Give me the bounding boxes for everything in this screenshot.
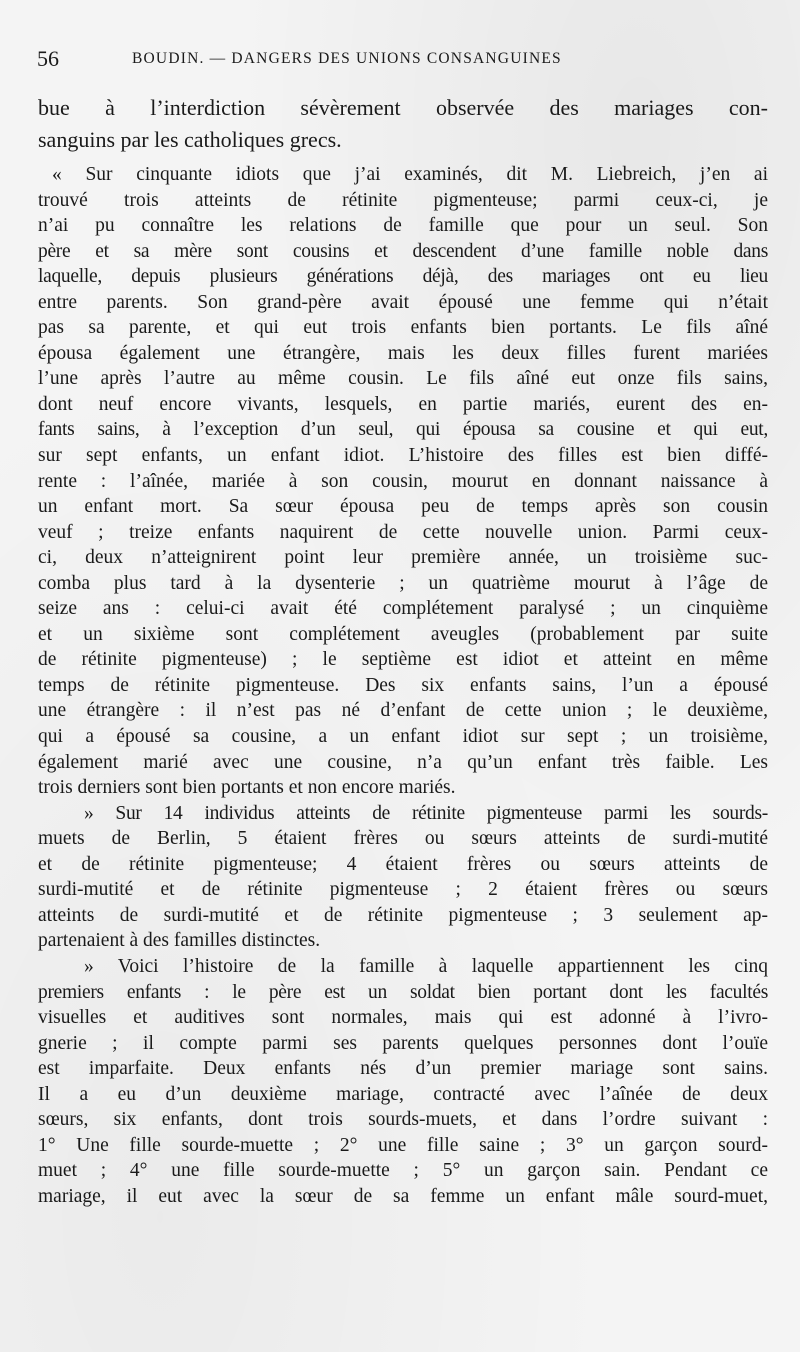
text-line: sur sept enfants, un enfant idiot. L’histoire des filles est bien diffé-: [38, 445, 768, 467]
text-line: et de rétinite pigmenteuse; 4 étaient frères ou sœurs atteints de: [38, 853, 768, 875]
text-line: père et sa mère sont cousins et descendent d’une famille noble dans: [38, 240, 768, 262]
text-line: de rétinite pigmenteuse) ; le septième est idiot et atteint en même: [38, 649, 768, 671]
page-number: 56: [37, 46, 59, 71]
text-line: trouvé trois atteints de rétinite pigmenteuse; parmi ceux-ci, je: [38, 189, 768, 211]
text-line: « Sur cinquante idiots que j’ai examinés, dit M. Liebreich, j’en ai: [52, 164, 768, 185]
text-line: partenaient à des familles distinctes.: [38, 930, 321, 952]
text-line: 1° Une fille sourde-muette ; 2° une fille saine ; 3° un garçon sourd-: [38, 1134, 768, 1156]
text-line: veuf ; treize enfants naquirent de cette nouvelle union. Parmi ceux-: [38, 521, 768, 543]
text-line: dont neuf encore vivants, lesquels, en partie mariés, eurent des en-: [38, 393, 768, 415]
text-line: sanguins par les catholiques grecs.: [38, 127, 342, 152]
text-line: laquelle, depuis plusieurs générations déjà, des mariages ont eu lieu: [38, 266, 768, 288]
text-line: également marié avec une cousine, n’a qu’un enfant très faible. Les: [38, 751, 768, 773]
text-line: et un sixième sont complétement aveugles (probablement par suite: [38, 623, 768, 645]
text-line: Il a eu d’un deuxième mariage, contracté avec l’aînée de deux: [38, 1083, 768, 1105]
text-line: » Sur 14 individus atteints de rétinite pigmenteuse parmi les sourds-: [84, 802, 768, 824]
text-line: est imparfaite. Deux enfants nés d’un premier mariage sont sains.: [38, 1058, 768, 1080]
body-text: [38, 92, 768, 1209]
page-header: [37, 46, 777, 76]
text-line: rente : l’aînée, mariée à son cousin, mourut en donnant naissance à: [38, 470, 768, 492]
running-head: BOUDIN. — DANGERS DES UNIONS CONSANGUINES: [132, 50, 562, 67]
text-line: un enfant mort. Sa sœur épousa peu de temps après son cousin: [38, 496, 768, 518]
text-line: n’ai pu connaître les relations de famille que pour un seul. Son: [38, 215, 768, 237]
text-line: entre parents. Son grand-père avait épousé une femme qui n’était: [38, 291, 768, 313]
text-line: comba plus tard à la dysenterie ; un quatrième mourut à l’âge de: [38, 572, 768, 594]
text-line: gnerie ; il compte parmi ses parents quelques personnes dont l’ouïe: [38, 1032, 768, 1054]
text-line: premiers enfants : le père est un soldat bien portant dont les facultés: [38, 981, 768, 1003]
text-line: mariage, il eut avec la sœur de sa femme un enfant mâle sourd-muet,: [38, 1185, 768, 1207]
text-line: temps de rétinite pigmenteuse. Des six enfants sains, l’un a épousé: [38, 674, 768, 696]
text-line: muets de Berlin, 5 étaient frères ou sœurs atteints de surdi-mutité: [38, 828, 768, 850]
text-line: fants sains, à l’exception d’un seul, qui épousa sa cousine et qui eut,: [38, 419, 768, 441]
text-line: muet ; 4° une fille sourde-muette ; 5° un garçon sain. Pendant ce: [38, 1160, 768, 1182]
text-line: sœurs, six enfants, dont trois sourds-muets, et dans l’ordre suivant :: [38, 1109, 768, 1131]
text-line: » Voici l’histoire de la famille à laquelle appartiennent les cinq: [84, 955, 768, 977]
text-line: visuelles et auditives sont normales, mais qui est adonné à l’ivro-: [38, 1007, 768, 1029]
text-line: l’une après l’autre au même cousin. Le fils aîné eut onze fils sains,: [38, 368, 768, 390]
text-line: bue à l’interdiction sévèrement observée des mariages con-: [38, 95, 768, 120]
text-line: épousa également une étrangère, mais les deux filles furent mariées: [38, 342, 768, 364]
text-line: pas sa parente, et qui eut trois enfants bien portants. Le fils aîné: [38, 317, 768, 339]
text-line: qui a épousé sa cousine, a un enfant idiot sur sept ; un troisième,: [38, 726, 768, 748]
text-line: trois derniers sont bien portants et non encore mariés.: [38, 777, 456, 799]
text-line: une étrangère : il n’est pas né d’enfant de cette union ; le deuxième,: [38, 700, 768, 722]
text-line: seize ans : celui-ci avait été complétement paralysé ; un cinquième: [38, 598, 768, 620]
text-line: atteints de surdi-mutité et de rétinite pigmenteuse ; 3 seulement ap-: [38, 904, 768, 926]
text-line: ci, deux n’atteignirent point leur première année, un troisième suc-: [38, 547, 768, 569]
text-line: surdi-mutité et de rétinite pigmenteuse ; 2 étaient frères ou sœurs: [38, 879, 768, 901]
